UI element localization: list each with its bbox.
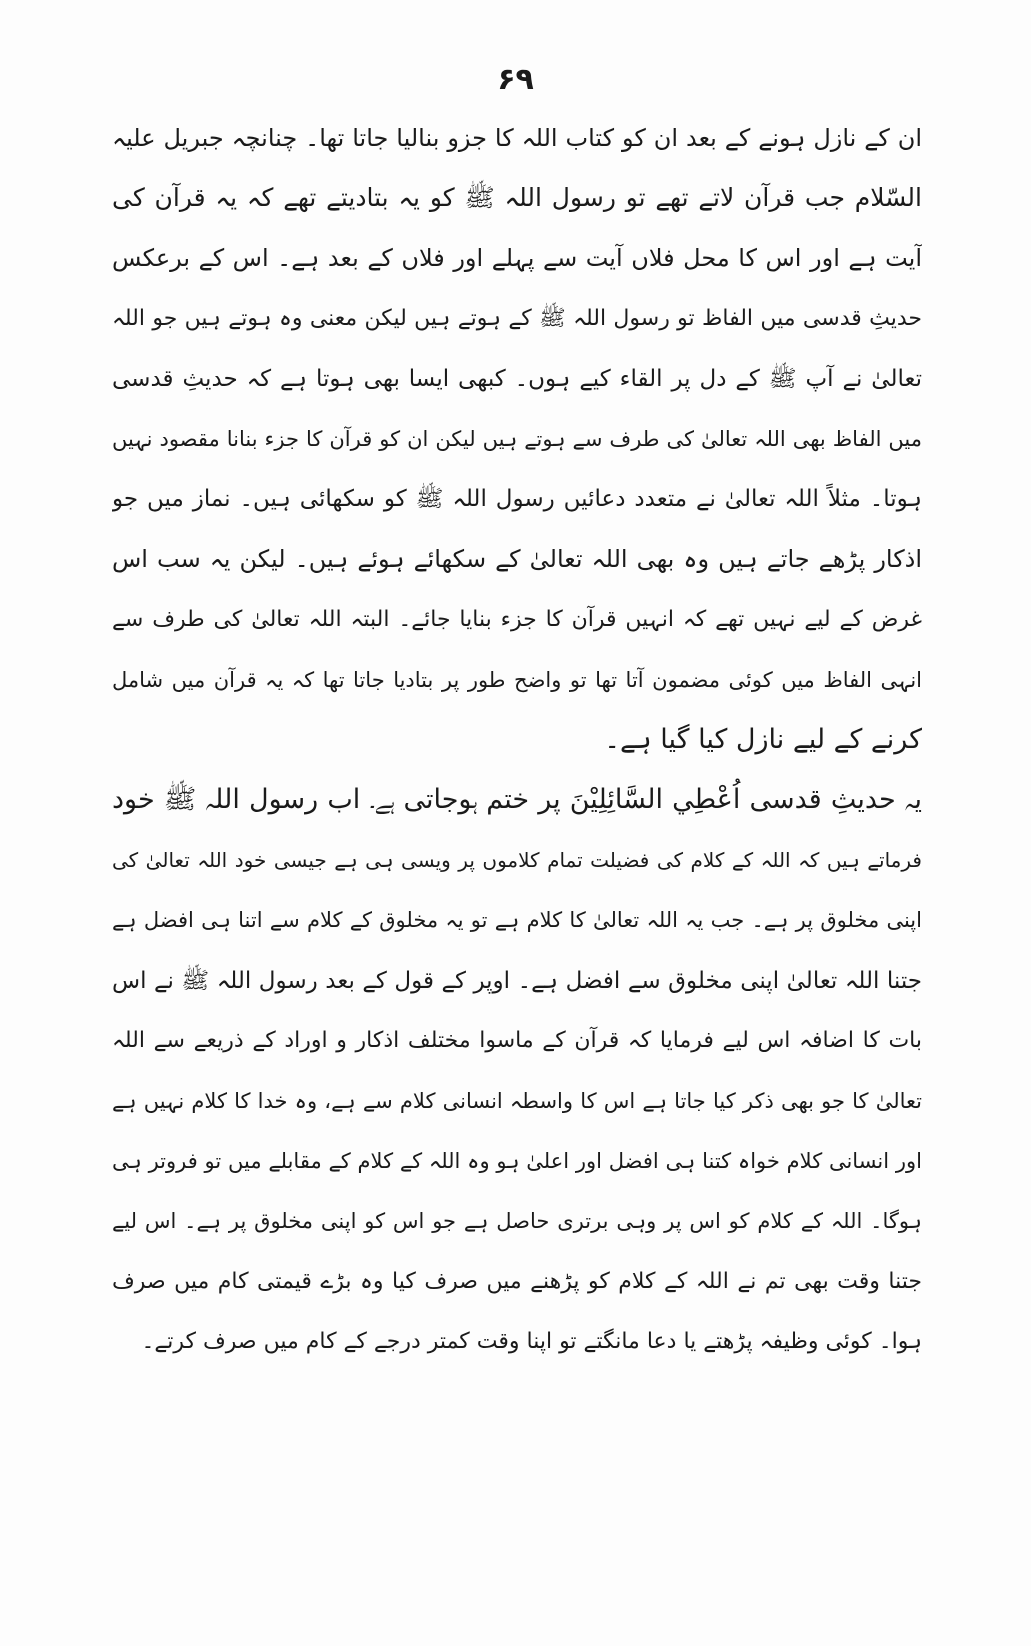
text-line: غرض کے لیے نہیں تھے کہ انہیں قرآن کا جزء بنایا جائے۔ البتہ اللہ تعالیٰ کی طرف سے: [112, 606, 922, 632]
text-line: اور انسانی کلام خواہ کتنا ہی افضل اور اعلیٰ ہو وہ اللہ کے کلام کے مقابلے میں تو فروتر ہی: [112, 1149, 922, 1174]
body-text: [112, 108, 922, 1372]
text-line: ہوتا۔ مثلاً اللہ تعالیٰ نے متعدد دعائیں رسول اللہ ﷺ کو سکھائی ہیں۔ نماز میں جو: [112, 486, 922, 513]
text-line: میں الفاظ بھی اللہ تعالیٰ کی طرف سے ہوتے ہیں لیکن ان کو قرآن کا جزء بنانا مقصود نہیں: [112, 426, 922, 451]
text-line: اذکار پڑھے جاتے ہیں وہ بھی اللہ تعالیٰ کے سکھائے ہوئے ہیں۔ لیکن یہ سب اس: [112, 545, 922, 574]
text-line: تعالیٰ کا جو بھی ذکر کیا جاتا ہے اس کا واسطہ انسانی کلام سے ہے، وہ خدا کا کلام نہیں ہے: [112, 1089, 922, 1113]
text-line: ان کے نازل ہونے کے بعد ان کو کتاب اللہ کا جزو بنالیا جاتا تھا۔ چنانچہ جبریل علیہ: [112, 124, 922, 152]
text-line: ہوا۔ کوئی وظیفہ پڑھتے یا دعا مانگتے تو اپنا وقت کمتر درجے کے کام میں صرف کرتے۔: [141, 1328, 922, 1354]
paragraph-2: [112, 770, 922, 1372]
paragraph-1: [112, 108, 922, 770]
text-line: کرنے کے لیے نازل کیا گیا ہے۔: [604, 723, 922, 755]
page-number: ۶۹: [497, 62, 534, 97]
text-line: اپنی مخلوق پر ہے۔ جب یہ اللہ تعالیٰ کا کلام ہے تو یہ مخلوق کے کلام سے اتنا ہی افضل ہے: [112, 908, 922, 933]
text-line: یہ حدیثِ قدسی اُعْطِي السَّائِلِيْنَ پر ختم ہوجاتی ہے۔ اب رسول اللہ ﷺ خود: [112, 784, 922, 816]
text-line: حدیثِ قدسی میں الفاظ تو رسول اللہ ﷺ کے ہوتے ہیں لیکن معنی وہ ہوتے ہیں جو اللہ: [112, 305, 922, 331]
text-line: جتنا وقت بھی تم نے اللہ کے کلام کو پڑھنے میں صرف کیا وہ بڑے قیمتی کام میں صرف: [112, 1268, 922, 1294]
text-line: جتنا اللہ تعالیٰ اپنی مخلوق سے افضل ہے۔ اوپر کے قول کے بعد رسول اللہ ﷺ نے اس: [112, 967, 922, 994]
text-line: تعالیٰ نے آپ ﷺ کے دل پر القاء کیے ہوں۔ کبھی ایسا بھی ہوتا ہے کہ حدیثِ قدسی: [112, 365, 922, 392]
text-line: انہی الفاظ میں کوئی مضمون آتا تھا تو واضح طور پر بتادیا جاتا تھا کہ یہ قرآن میں شامل: [112, 667, 922, 692]
text-line: بات کا اضافہ اس لیے فرمایا کہ قرآن کے ماسوا مختلف اذکار و اوراد کے ذریعے سے اللہ: [112, 1027, 922, 1053]
text-line: فرماتے ہیں کہ اللہ کے کلام کی فضیلت تمام کلاموں پر ویسی ہی ہے جیسی خود اللہ تعالیٰ کی: [112, 848, 922, 873]
text-line: ہوگا۔ اللہ کے کلام کو اس پر وہی برتری حاصل ہے جو اس کو اپنی مخلوق پر ہے۔ اس لیے: [112, 1209, 922, 1234]
text-line: آیت ہے اور اس کا محل فلاں آیت سے پہلے اور فلاں کے بعد ہے۔ اس کے برعکس: [112, 244, 922, 273]
text-line: السّلام جب قرآن لاتے تھے تو رسول اللہ ﷺ کو یہ بتادیتے تھے کہ یہ قرآن کی: [112, 183, 922, 213]
